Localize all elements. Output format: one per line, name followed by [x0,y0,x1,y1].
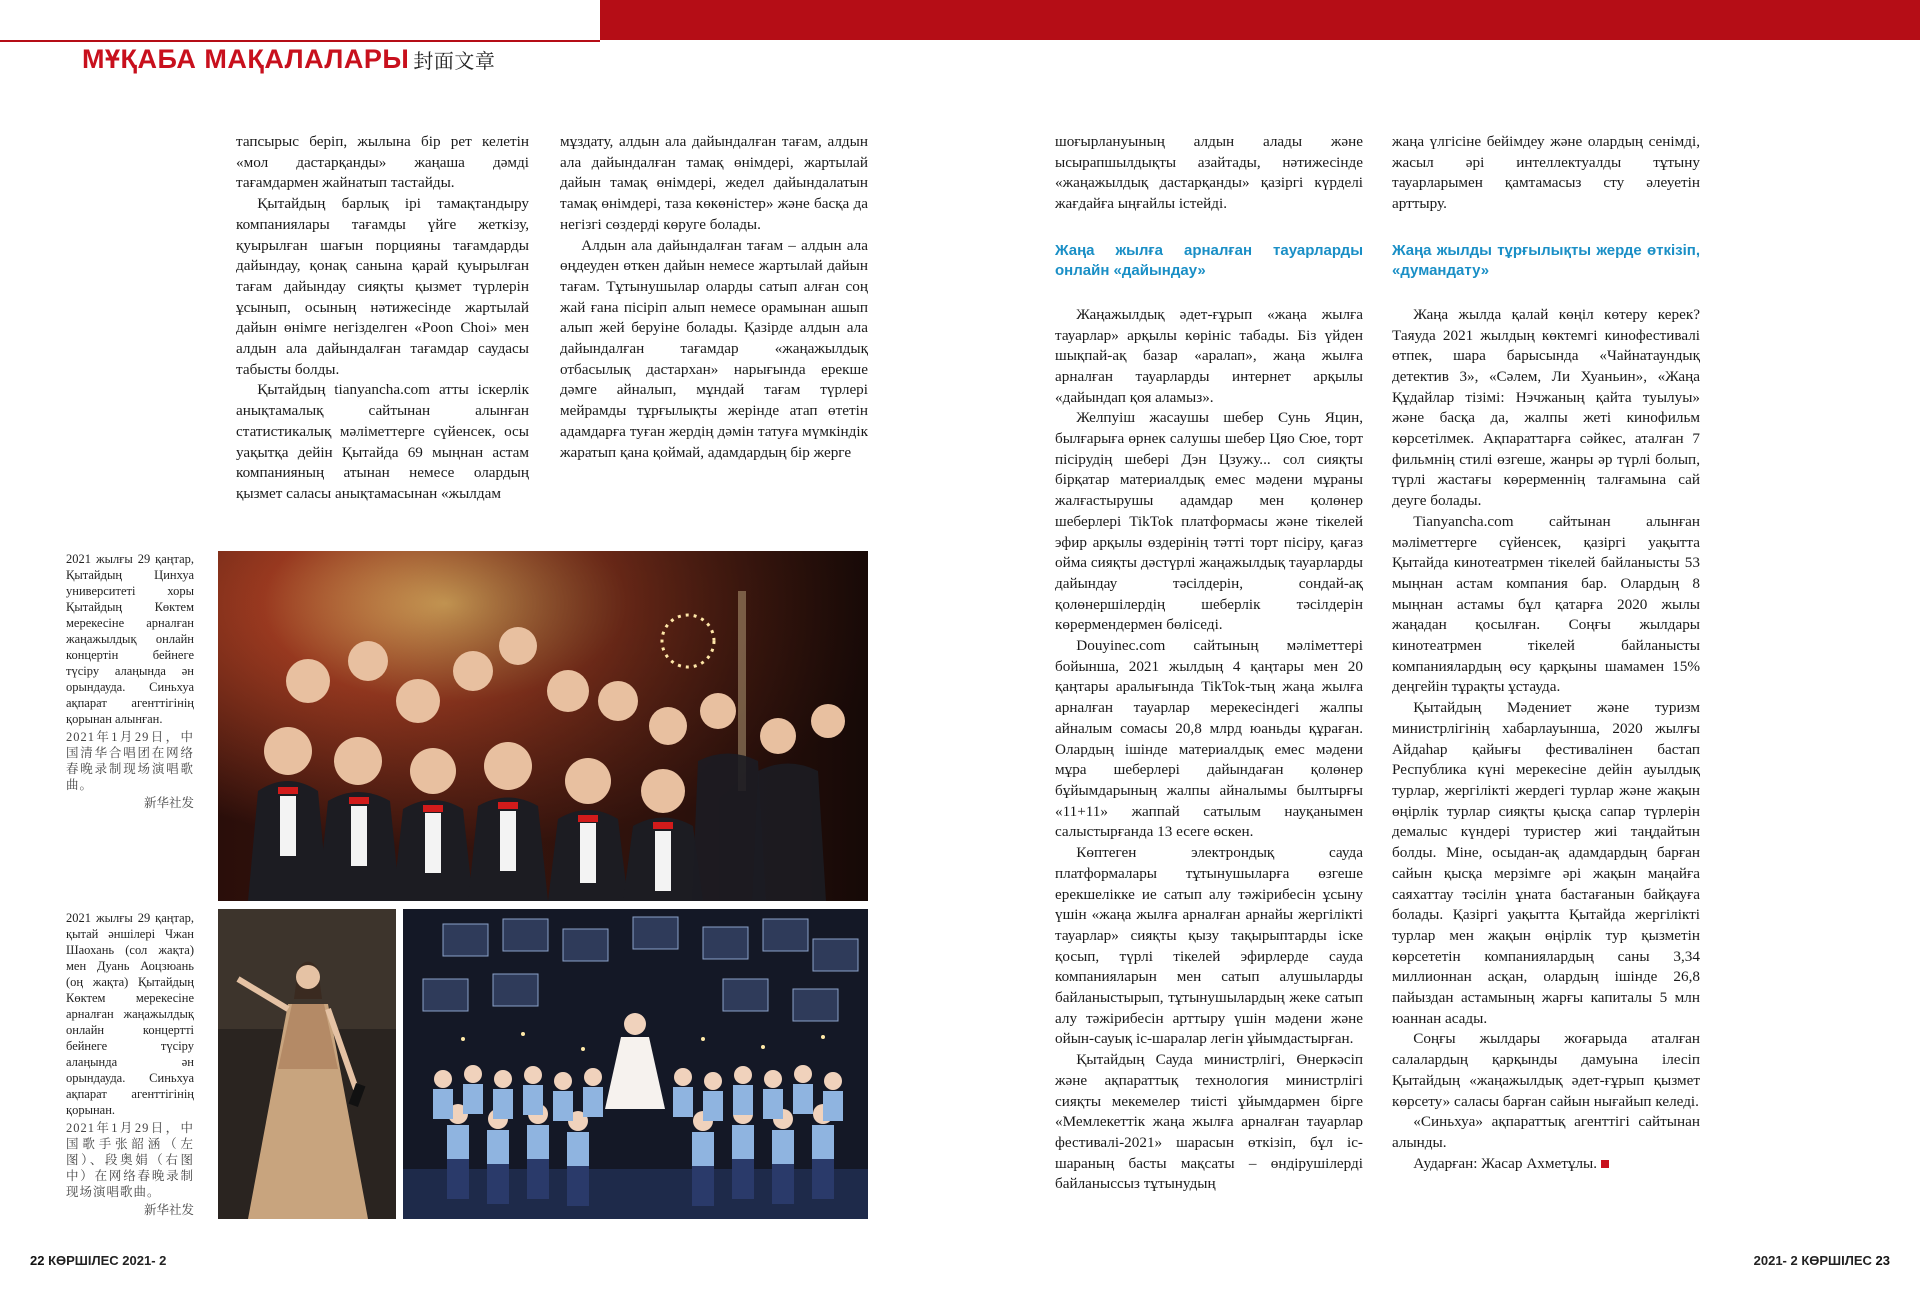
paragraph: Жаңа жылда қалай көңіл көтеру керек? Таяуда 2021 жылдың көктемгі кинофестивалі өтпек, шара барысында «Чайнатаундық детектив 3», «Сәлем, Ли Хуаньин», «Жаңа Құдайлар тізімі: Нэчжаның қайта туылуы» және басқа да, жалпы жеті кинофильм көрсетілмек. Ақпараттарға сәйкес, аталған 7 фильмнің стилі өзгеше, жанры әр түрлі болып, түрлі жастағы көрерменнің талғамына сай деуге болады. [1392,305,1700,510]
paragraph: Желпуіш жасаушы шебер Сунь Яцин, былғарыға өрнек салушы шебер Цяо Сюе, торт пісірудің шебері Дэн Цзужу... сол сияқты бірқатар материалдық емес мәдени мұраны жалғастырушы адамдар мен қолөнер шеберлері TikTok платформасы және тікелей эфир арқылы өздерінің тәтті торт пісіру, қағаз ойма сияқты дәстүрлі жаңажылдық тауарларды дайындау тәсілдерін, сондай-ақ қолөнершілердің шеберлік тәсілдерін көрермендермен бөліседі. [1055,409,1363,634]
footer-left [30,1253,166,1268]
footer-left-text: КӨРШІЛЕС 2021- 2 [48,1253,167,1268]
paragraph: жаңа үлгісіне бейімдеу және олардың сенімді, жасыл әрі интеллектуалды тұтыну тауарларымен қамтамасыз сту әлеуетін арттыру. [1392,133,1700,213]
subheading: Жаңа жылды тұрғылықты жерде өткізіп, «думандату» [1392,241,1700,279]
footer-right [1754,1253,1890,1268]
paragraph: Алдын ала дайындалған тағам – алдын ала өңдеуден өткен дайын немесе жартылай дайын тағам. Тұтынушылар оларды сатып алған соң жай ғана пісіріп алып немесе орамынан ашып алып жей беруіне болады. Қазірде алдын ала дайындалған тағамдар «жаңажылдық отбасылық дастархан» нарығында ерекше дәмге айналып, мұндай тағам түрлері мейрамды тұрғылықты жерінде атап өтетін адамдарға туған жердің дәмін татуға мүмкіндік жаратып қана қоймай, адамдардың бір жерге [560,236,868,461]
caption-text-cn: 2021年1月29日，中国清华合唱团在网络春晚录制现场演唱歌曲。 [66,730,194,792]
paragraph: Қытайдың барлық ірі тамақтандыру компаниялары тағамды үйге жеткізу, қуырылған шағын порцияны тағамдарды дайындау, қонақ санына қарай қуырылған тағам дайындау сияқты қызмет түрлерін ұсынып, осының нәтижесінде жартылай дайын өнімге негізделген «Poon Choi» мен алдын ала дайындалған тағамдар саудасы табысты болды. [236,195,529,378]
caption-text-kz: 2021 жылғы 29 қаңтар, қытай әншілері Чжан Шаохань (сол жақта) мен Дуань Аоцзюань (оң жақта) Қытайдың Көктем мерекесіне арналған жаңажылдық онлайн концертті бейнеге түсіру алаңында ән орындауда. Синьхуа ақпарат агенттігінің қорынан. [66,911,194,1117]
page-number-left: 22 [30,1253,45,1268]
section-title [82,44,495,75]
translator-text: Аударған: Жасар Ахметұлы. [1413,1154,1598,1172]
section-title-cn: 封面文章 [413,51,496,73]
article-column-3 [1055,132,1363,1195]
section-title-kz: МҰҚАБА МАҚАЛАЛАРЫ [82,44,410,74]
caption-text-cn: 2021年1月29日，中国歌手张韶涵（左图）、段奥娟（右图中）在网络春晚录制现场演唱歌曲。 [66,1121,194,1199]
paragraph: Көптеген электрондық сауда платформалары тұтынушыларға өзгеше ерекшелікке ие сатып алу тәжірибесін ұсыну үшін «жаңа жылға арналған арнайы жергілікті тауарлар» сияқты қызу тақырыптарды іске қосып, түрлі тікелей эфирлерде сауда компанияларын мен сатып алушыларды байланыстырып, тұтынушылардың жеке сатып алу тәжірибесін арттыру үшін мәдени және ойын-сауық іс-шаралар легін ұйымдастырған. [1055,844,1363,1048]
photo-credit: 新华社发 [143,796,194,810]
paragraph: Tianyancha.com сайтынан алынған мәліметтерге сүйенсек, қазіргі уақытта Қытайда кинотеатрмен тікелей байланысты 53 мыңнан астам компания бар. Олардың 8 мыңнан астамы бұл қатарға 2020 жылы жаңадан қосылған. Соңғы жылдары кинотеатрмен тікелей байланысты компаниялардың өсу қарқыны шамамен 15% деңгейін тұрақты ұстауда. [1392,512,1700,696]
paragraph: Жаңажылдық әдет-ғұрып «жаңа жылға тауарлар» арқылы көрініс табады. Біз үйден шықпай-ақ базар «аралап», жаңа жылға арналған тауарларды интернет арқылы «дайындап қоя аламыз». [1055,305,1363,406]
page-number-right: 23 [1875,1253,1890,1268]
children-choir-photo [403,909,868,1219]
photo-caption-top [66,551,194,811]
paragraph: Соңғы жылдары жоғарыда аталған салалардың қарқынды дамуына ілесіп Қытайдың «жаңажылдық әдет-ғұрып қызмет көрсету» саласы барған сайын нығайып келеді. [1392,1030,1700,1110]
footer-right-text: 2021- 2 КӨРШІЛЕС [1753,1253,1872,1268]
article-column-2 [560,132,868,463]
singer-gown-photo [218,909,396,1219]
caption-text-kz: 2021 жылғы 29 қаңтар, Қытайдың Цинхуа университеті хоры Қытайдың Көктем мерекесіне арналған жаңажылдық онлайн концертін бейнеге түсіру алаңында ән орындауда. Синьхуа ақпарат агенттігінің қорынан алынған. [66,552,194,726]
paragraph: Қытайдың Сауда министрлігі, Өнеркәсіп және ақпараттық технология министрлігі сияқты мекемелер тиісті ұйымдармен бірге «Мемлекеттік жаңа жылға арналған тауарлар фестивалі-2021» шарасын өткізіп, бұл іс-шараның басты мақсаты – өндірушілерді байланыссыз тұтынудың [1055,1051,1363,1193]
paragraph: Douyinec.com сайтының мәліметтері бойынша, 2021 жылдың 4 қаңтары мен 20 қаңтары аралығында TikTok-тың жаңа жылға арналған тауарлар мерекесіндегі жалпы айналым сомасы 20,8 млрд юаньды құраған. Олардың ішінде материалдық емес мәдени мұра шеберлері дайындаған қолөнер бұйымдарының жалпы айналымы былтырғы «11+11» жаппай сатылым науқанымен салыстырғанда 13 есеге өскен. [1055,637,1363,841]
subheading: Жаңа жылға арналған тауарларды онлайн «дайындау» [1055,241,1363,279]
top-red-rule [0,40,600,42]
paragraph: Қытайдың tianyancha.com атты іскерлік анықтамалық сайтынан алынған статистикалық мәліметтерге сүйенсек, осы уақытқа дейін Қытайда 69 мыңнан астам компанияның атынан немесе олардың қызмет саласы анықтамасынан «жылдам [236,381,529,502]
end-mark-icon [1601,1160,1609,1168]
paragraph: «Синьхуа» ақпараттық агенттігі сайтынан алынды. [1392,1113,1700,1151]
choir-photo [218,551,868,901]
paragraph: тапсырыс беріп, жылына бір рет келетін «мол дастарқанды» жаңаша дәмді тағамдармен жайнатып тастайды. [236,133,529,192]
paragraph: шоғырлануының алдын алады және ысырапшылдықты азайтады, нәтижесінде «жаңажылдық дастарқанды» қазіргі күрделі жағдайға ыңғайлы істейді. [1055,133,1363,213]
article-column-4 [1392,132,1700,1174]
photo-credit: 新华社发 [143,1203,194,1217]
translator-credit [1392,1154,1700,1175]
paragraph: Қытайдың Мәдениет және туризм министрлігінің хабарлауынша, 2020 жылғы Айдаһар қайығы фестивалінен бастап Республика күні мерекесіне дейін ауылдық турлар, жергілікті жердегі турлар және жақын өңірлік турлар сияқты қысқа сапар түрлерін демалыс күндері туристер жиі таңдайтын болды. Міне, осыдан-ақ адамдардың барған сайын қысқа мерзімге әрі жақын маңайға саяхаттау тәсілін ұната бастағанын байқауға болады. Қазіргі уақытта Қытайда жергілікті турлар мен жақын өңірлік тур қызметін көрсететін компаниялардың саны 3,34 миллионнан асқан, олардың ішінде 26,8 пайыздан астамының жарғы капиталы 5 млн юаннан асады. [1392,699,1700,1027]
top-red-bar [600,0,1920,40]
article-column-1 [236,132,529,505]
paragraph: мұздату, алдын ала дайындалған тағам, алдын ала дайындалған тамақ өнімдері, жартылай дайын тамақ өнімдері, жедел дайындалатын тамақ өнімдері, таза көкөністер» және басқа да негізгі сөздерді көруге болады. [560,133,868,233]
photo-caption-bottom [66,910,194,1218]
